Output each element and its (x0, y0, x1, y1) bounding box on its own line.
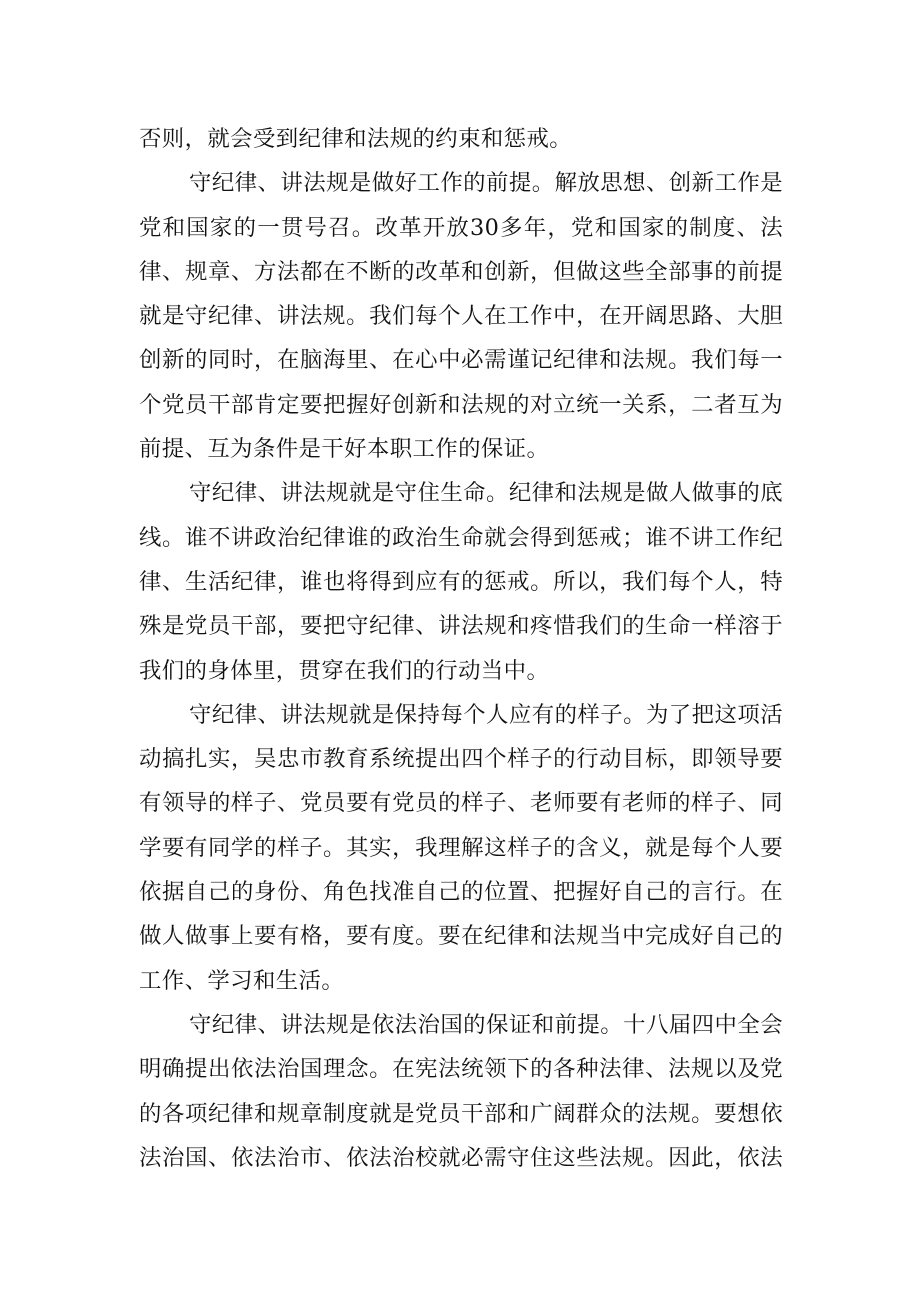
text-line: 依据自己的身份、角色找准自己的位置、把握好自己的言行。在 (139, 879, 783, 906)
text-line: 否则，就会受到纪律和法规的约束和惩戒。 (139, 126, 573, 152)
text-line: 的各项纪律和规章制度就是党员干部和广阔群众的法规。要想依 (139, 1100, 783, 1127)
text-line: 律、生活纪律，谁也将得到应有的惩戒。所以，我们每个人，特 (139, 568, 783, 595)
text-line: 创新的同时，在脑海里、在心中必需谨记纪律和法规。我们每一 (139, 347, 783, 374)
text-line: 我们的身体里，贯穿在我们的行动当中。 (139, 657, 550, 684)
paragraph-first-line: 守纪律、讲法规是依法治国的保证和前提。十八届四中全会 (189, 1011, 783, 1038)
paragraph-first-line: 守纪律、讲法规就是守住生命。纪律和法规是做人做事的底 (189, 480, 783, 507)
text-line: 前提、互为条件是干好本职工作的保证。 (139, 436, 550, 463)
paragraph-first-line: 守纪律、讲法规是做好工作的前提。解放思想、创新工作是 (189, 170, 783, 197)
text-line: 法治国、依法治市、依法治校就必需守住这些法规。因此，依法 (139, 1144, 783, 1171)
text-line: 殊是党员干部，要把守纪律、讲法规和疼惜我们的生命一样溶于 (139, 613, 783, 640)
text-line: 动搞扎实，吴忠市教育系统提出四个样子的行动目标，即领导要 (139, 746, 783, 773)
text-line: 做人做事上要有格，要有度。要在纪律和法规当中完成好自己的 (139, 923, 783, 950)
text-line: 学要有同学的样子。其实，我理解这样子的含义，就是每个人要 (139, 834, 783, 861)
text-line: 党和国家的一贯号召。改革开放30多年，党和国家的制度、法 (139, 214, 783, 241)
text-line: 个党员干部肯定要把握好创新和法规的对立统一关系，二者互为 (139, 391, 783, 418)
paragraph-first-line: 守纪律、讲法规就是保持每个人应有的样子。为了把这项活 (189, 701, 783, 728)
text-line: 有领导的样子、党员要有党员的样子、老师要有老师的样子、同 (139, 790, 783, 817)
text-line: 明确提出依法治国理念。在宪法统领下的各种法律、法规以及党 (139, 1056, 783, 1083)
text-line: 工作、学习和生活。 (139, 967, 345, 994)
text-line: 就是守纪律、讲法规。我们每个人在工作中，在开阔思路、大胆 (139, 303, 783, 330)
text-line: 线。谁不讲政治纪律谁的政治生命就会得到惩戒；谁不讲工作纪 (139, 524, 783, 551)
document-body (139, 117, 783, 1180)
text-line: 律、规章、方法都在不断的改革和创新，但做这些全部事的前提 (139, 258, 783, 285)
